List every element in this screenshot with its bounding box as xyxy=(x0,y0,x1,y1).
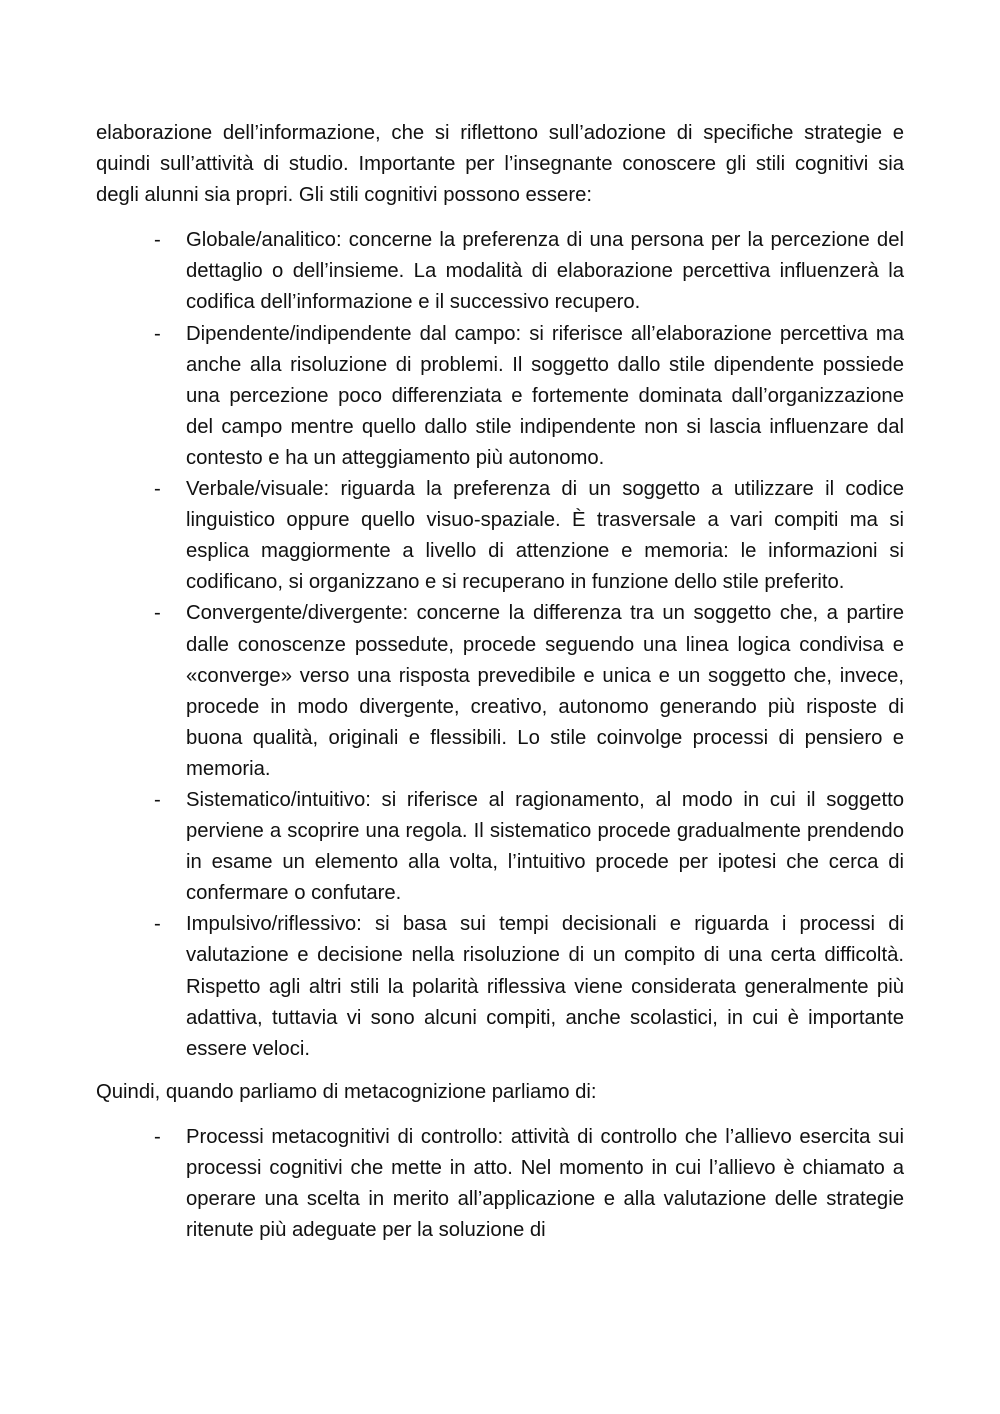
bullet-dash: - xyxy=(154,478,161,501)
list-item xyxy=(154,225,904,318)
bullet-dash: - xyxy=(154,322,161,345)
document-page xyxy=(96,118,904,1246)
intro-paragraph: elaborazione dell’informazione, che si riflettono sull’adozione di specifiche strategie e quindi sull’attività di studio. Importante per l’insegnante conoscere gli stili cognitivi sia degli alunni sia propri. Gli stili cognitivi possono essere: xyxy=(96,122,904,207)
bullet-dash: - xyxy=(154,229,161,252)
list-item xyxy=(154,785,904,909)
metacognition-paragraph: Quindi, quando parliamo di metacognizione parliamo di: xyxy=(96,1080,597,1103)
bullet-dash: - xyxy=(154,788,161,811)
list-item xyxy=(154,474,904,598)
cognitive-styles-list xyxy=(96,225,904,1065)
bullet-dash: - xyxy=(154,602,161,625)
list-item-text: Impulsivo/riflessivo: si basa sui tempi decisionali e riguarda i processi di valutazione e decisione nella risoluzione di un compito di una certa difficoltà. Rispetto agli altri stili la polarità riflessiva viene considerata generalmente più adattiva, tuttavia vi sono alcuni compiti, anche scolastici, in cui è importante essere veloci. xyxy=(186,913,904,1060)
list-item-text: Convergente/divergente: concerne la differenza tra un soggetto che, a partire dalle conoscenze possedute, procede seguendo una linea logica condivisa e «converge» verso una risposta prevedibile e unica e un soggetto che, invece, procede in modo divergente, creativo, autonomo generando più risposte di buona qualità, originali e flessibili. Lo stile coinvolge processi di pensiero e memoria. xyxy=(186,602,904,780)
list-item xyxy=(154,909,904,1064)
list-item xyxy=(154,319,904,474)
list-item-text: Dipendente/indipendente dal campo: si riferisce all’elaborazione percettiva ma anche alla risoluzione di problemi. Il soggetto dallo stile dipendente possiede una percezione poco differenziata e fortemente dominata dall’organizzazione del campo mentre quello dallo stile indipendente non si lascia influenzare dal contesto e ha un atteggiamento più autonomo. xyxy=(186,322,904,469)
list-item xyxy=(154,1122,904,1246)
list-item-text: Globale/analitico: concerne la preferenza di una persona per la percezione del dettaglio o dell’insieme. La modalità di elaborazione percettiva influenzerà la codifica dell’informazione e il successivo recupero. xyxy=(186,229,904,314)
list-item-text: Sistematico/intuitivo: si riferisce al ragionamento, al modo in cui il soggetto perviene a scoprire una regola. Il sistematico procede gradualmente prendendo in esame un elemento alla volta, l’intuitivo procede per ipotesi che cerca di confermare o confutare. xyxy=(186,788,904,905)
metacognition-list xyxy=(96,1122,904,1246)
list-item-text: Verbale/visuale: riguarda la preferenza di un soggetto a utilizzare il codice linguistico oppure quello visuo-spaziale. È trasversale a vari compiti ma si esplica maggiormente a livello di attenzione e memoria: le informazioni si codificano, si organizzano e si recuperano in funzione dello stile preferito. xyxy=(186,478,904,594)
bullet-dash: - xyxy=(154,913,161,936)
list-item xyxy=(154,598,904,785)
list-item-text: Processi metacognitivi di controllo: attività di controllo che l’allievo esercita sui processi cognitivi che mette in atto. Nel momento in cui l’allievo è chiamato a operare una scelta in merito all’applicazione e alla valutazione delle strategie ritenute più adeguate per la soluzione di xyxy=(186,1125,904,1242)
bullet-dash: - xyxy=(154,1125,161,1148)
